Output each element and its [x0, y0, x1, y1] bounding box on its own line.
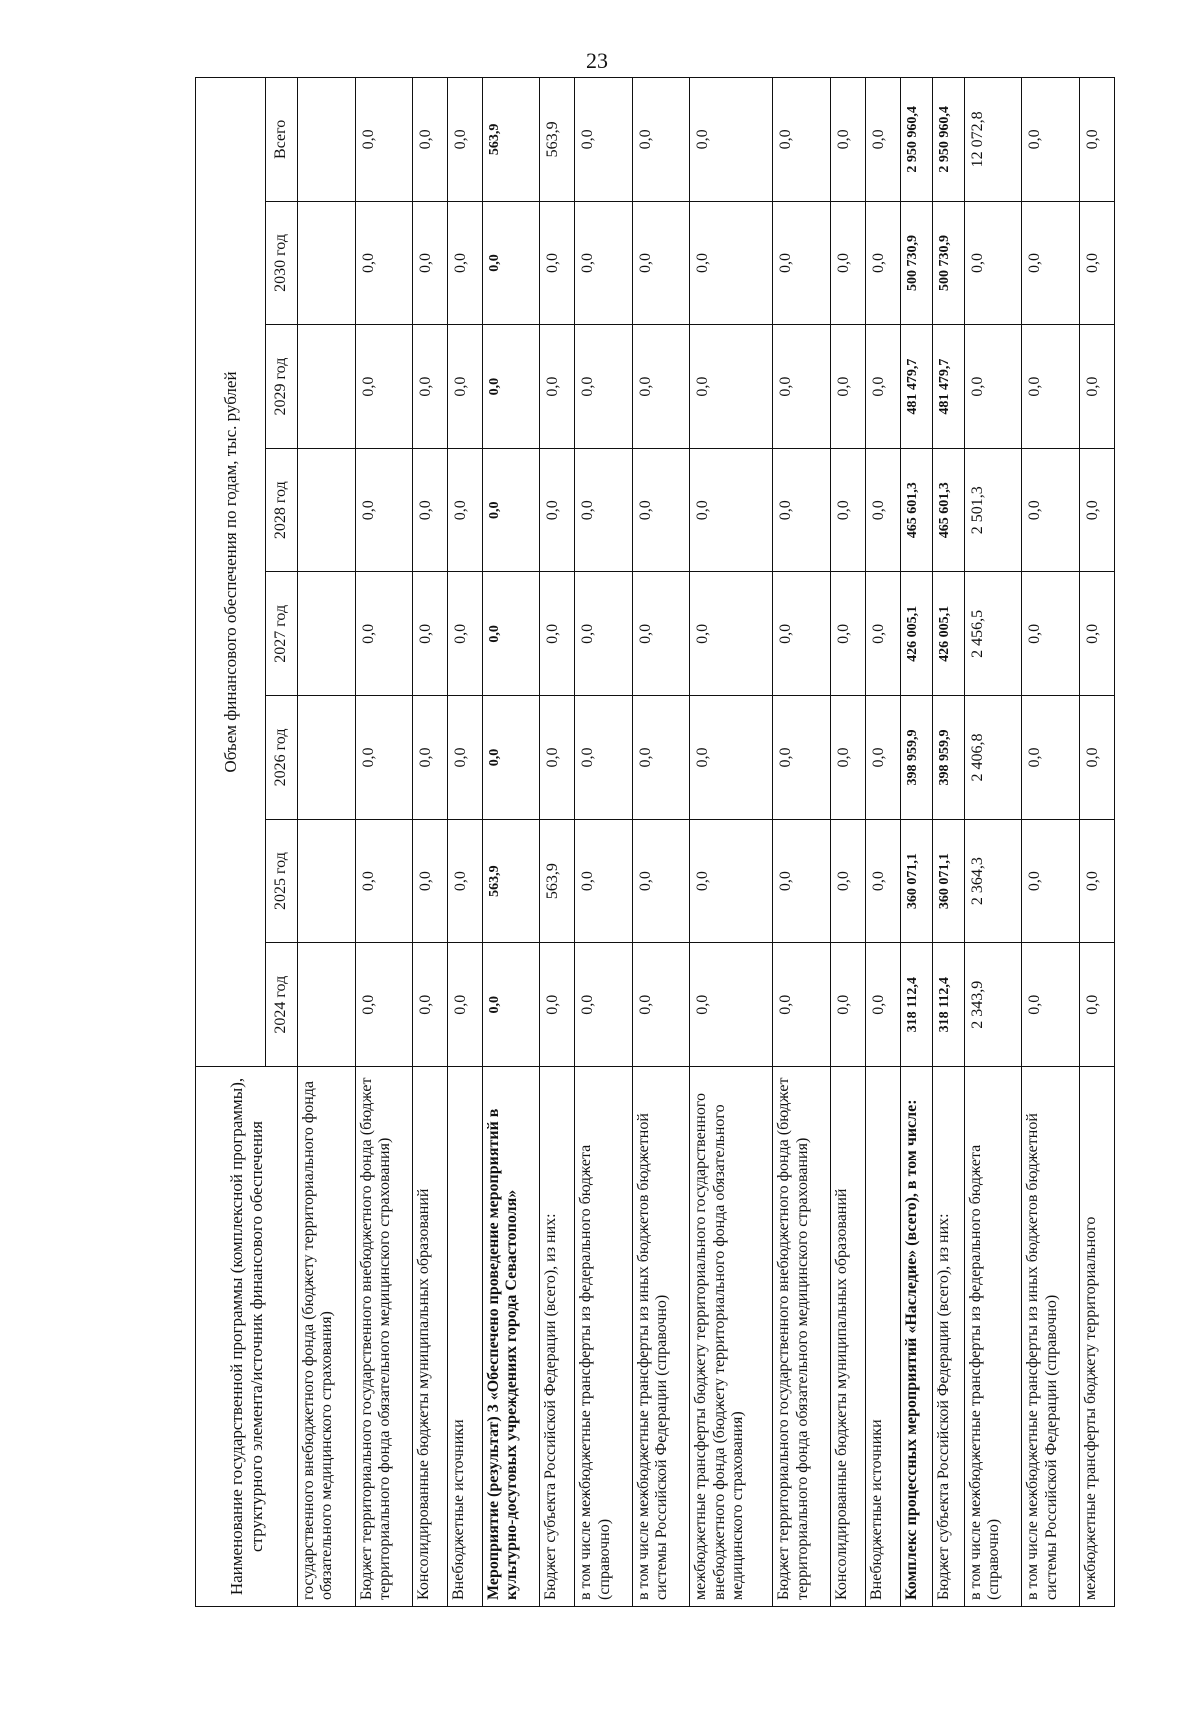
value-cell: 0,0 [773, 78, 831, 202]
value-cell: 0,0 [1079, 696, 1114, 820]
value-cell: 0,0 [413, 943, 448, 1067]
value-cell: 0,0 [964, 325, 1022, 449]
table-row [632, 78, 690, 1607]
value-cell: 0,0 [1079, 572, 1114, 696]
row-name-cell: Внебюджетные источники [865, 1067, 900, 1607]
table-row [690, 78, 773, 1607]
value-cell: 360 071,1 [900, 819, 932, 943]
value-cell: 2 343,9 [964, 943, 1022, 1067]
value-cell: 0,0 [540, 943, 575, 1067]
value-cell: 0,0 [540, 325, 575, 449]
value-cell: 0,0 [632, 78, 690, 202]
value-cell: 398 959,9 [900, 696, 932, 820]
value-cell: 0,0 [773, 819, 831, 943]
value-cell: 0,0 [1022, 696, 1080, 820]
value-cell: 0,0 [540, 201, 575, 325]
table-row [575, 78, 633, 1607]
value-cell: 563,9 [482, 78, 540, 202]
value-cell: 0,0 [575, 201, 633, 325]
value-cell: 465 601,3 [932, 448, 964, 572]
value-cell: 0,0 [830, 819, 865, 943]
table-row [1022, 78, 1080, 1607]
value-cell: 0,0 [1079, 943, 1114, 1067]
row-name-cell: межбюджетные трансферты бюджету территориального государственного внебюджетного фонда (бюджету территориального фонда обязательного медицинского страхования) [690, 1067, 773, 1607]
value-cell [298, 448, 356, 572]
value-cell: 318 112,4 [900, 943, 932, 1067]
value-cell: 500 730,9 [932, 201, 964, 325]
row-name-cell: Комплекс процессных мероприятий «Наследие» (всего), в том числе: [900, 1067, 932, 1607]
header-year-cell: 2025 год [266, 819, 298, 943]
value-cell: 0,0 [830, 696, 865, 820]
value-cell: 0,0 [482, 325, 540, 449]
value-cell: 0,0 [690, 572, 773, 696]
value-cell: 2 950 960,4 [932, 78, 964, 202]
table-row [865, 78, 900, 1607]
value-cell: 0,0 [773, 572, 831, 696]
value-cell: 0,0 [482, 943, 540, 1067]
value-cell [298, 78, 356, 202]
value-cell [298, 572, 356, 696]
value-cell: 0,0 [447, 78, 482, 202]
table-row [1079, 78, 1114, 1607]
value-cell: 426 005,1 [932, 572, 964, 696]
value-cell: 0,0 [575, 943, 633, 1067]
value-cell: 0,0 [964, 201, 1022, 325]
value-cell: 465 601,3 [900, 448, 932, 572]
value-cell [298, 696, 356, 820]
table-row [830, 78, 865, 1607]
value-cell: 0,0 [413, 448, 448, 572]
header-year-cell: 2028 год [266, 448, 298, 572]
value-cell: 0,0 [447, 819, 482, 943]
value-cell: 0,0 [575, 572, 633, 696]
value-cell [298, 201, 356, 325]
row-name-cell: в том числе межбюджетные трансферты из иных бюджетов бюджетной системы Российской Федерации (справочно) [1022, 1067, 1080, 1607]
table-row [773, 78, 831, 1607]
row-name-cell: в том числе межбюджетные трансферты из иных бюджетов бюджетной системы Российской Федерации (справочно) [632, 1067, 690, 1607]
value-cell: 398 959,9 [932, 696, 964, 820]
value-cell: 0,0 [355, 201, 413, 325]
value-cell: 360 071,1 [932, 819, 964, 943]
header-year-cell: Всего [266, 78, 298, 202]
value-cell: 0,0 [355, 943, 413, 1067]
value-cell: 0,0 [865, 943, 900, 1067]
row-name-cell: в том числе межбюджетные трансферты из федерального бюджета (справочно) [575, 1067, 633, 1607]
value-cell: 0,0 [830, 78, 865, 202]
header-year-cell: 2030 год [266, 201, 298, 325]
value-cell: 481 479,7 [932, 325, 964, 449]
value-cell: 563,9 [540, 78, 575, 202]
value-cell: 0,0 [632, 943, 690, 1067]
value-cell: 0,0 [413, 201, 448, 325]
row-name-cell: Консолидированные бюджеты муниципальных образований [830, 1067, 865, 1607]
value-cell: 0,0 [632, 201, 690, 325]
value-cell: 0,0 [690, 943, 773, 1067]
value-cell: 563,9 [540, 819, 575, 943]
row-name-cell: Бюджет территориального государственного внебюджетного фонда (бюджет территориального фонда обязательного медицинского страхования) [773, 1067, 831, 1607]
value-cell: 2 501,3 [964, 448, 1022, 572]
value-cell: 0,0 [447, 696, 482, 820]
value-cell [298, 943, 356, 1067]
table-row [900, 78, 932, 1607]
value-cell: 0,0 [1079, 325, 1114, 449]
value-cell: 0,0 [632, 448, 690, 572]
value-cell: 0,0 [1022, 819, 1080, 943]
table-row [298, 78, 356, 1607]
table-row [447, 78, 482, 1607]
value-cell: 0,0 [1022, 78, 1080, 202]
row-name-cell: в том числе межбюджетные трансферты из федерального бюджета (справочно) [964, 1067, 1022, 1607]
page-number: 23 [586, 48, 608, 73]
value-cell: 0,0 [632, 696, 690, 820]
value-cell: 0,0 [413, 325, 448, 449]
value-cell: 0,0 [865, 448, 900, 572]
value-cell: 0,0 [690, 448, 773, 572]
value-cell: 0,0 [865, 572, 900, 696]
value-cell: 0,0 [773, 325, 831, 449]
value-cell: 0,0 [1079, 819, 1114, 943]
value-cell: 0,0 [690, 325, 773, 449]
value-cell: 0,0 [413, 696, 448, 820]
row-name-cell: Мероприятие (результат) 3 «Обеспечено проведение мероприятий в культурно-досуговых учреждениях города Севастополя» [482, 1067, 540, 1607]
value-cell: 0,0 [482, 572, 540, 696]
row-name-cell: межбюджетные трансферты бюджету территориального [1079, 1067, 1114, 1607]
value-cell: 0,0 [865, 325, 900, 449]
value-cell: 0,0 [690, 696, 773, 820]
value-cell: 0,0 [632, 819, 690, 943]
value-cell: 0,0 [1022, 201, 1080, 325]
header-year-cell: 2027 год [266, 572, 298, 696]
value-cell: 0,0 [540, 696, 575, 820]
value-cell: 0,0 [447, 325, 482, 449]
value-cell: 0,0 [575, 78, 633, 202]
row-name-cell: Консолидированные бюджеты муниципальных образований [413, 1067, 448, 1607]
value-cell: 0,0 [540, 572, 575, 696]
value-cell: 0,0 [830, 325, 865, 449]
value-cell: 0,0 [773, 201, 831, 325]
value-cell: 0,0 [830, 572, 865, 696]
value-cell: 0,0 [1079, 78, 1114, 202]
value-cell: 0,0 [1022, 572, 1080, 696]
table-body [298, 78, 1115, 1607]
table-row [355, 78, 413, 1607]
header-volume-cell: Объем финансового обеспечения по годам, тыс. рублей [196, 78, 266, 1067]
value-cell: 2 406,8 [964, 696, 1022, 820]
value-cell: 0,0 [482, 201, 540, 325]
value-cell: 0,0 [632, 325, 690, 449]
value-cell: 0,0 [482, 448, 540, 572]
value-cell: 0,0 [830, 448, 865, 572]
value-cell: 0,0 [482, 696, 540, 820]
value-cell: 0,0 [575, 325, 633, 449]
value-cell: 0,0 [773, 943, 831, 1067]
value-cell: 0,0 [355, 572, 413, 696]
row-name-cell: Бюджет территориального государственного внебюджетного фонда (бюджет территориального фонда обязательного медицинского страхования) [355, 1067, 413, 1607]
value-cell: 0,0 [355, 78, 413, 202]
table-row [540, 78, 575, 1607]
value-cell: 0,0 [830, 201, 865, 325]
value-cell: 0,0 [1022, 448, 1080, 572]
value-cell: 12 072,8 [964, 78, 1022, 202]
value-cell: 2 456,5 [964, 572, 1022, 696]
row-name-cell: Бюджет субъекта Российской Федерации (всего), из них: [540, 1067, 575, 1607]
value-cell: 0,0 [1022, 943, 1080, 1067]
value-cell: 0,0 [575, 448, 633, 572]
value-cell: 318 112,4 [932, 943, 964, 1067]
financing-table [195, 77, 1115, 1607]
value-cell: 0,0 [690, 78, 773, 202]
header-year-cell: 2026 год [266, 696, 298, 820]
value-cell: 0,0 [632, 572, 690, 696]
row-name-cell: государственного внебюджетного фонда (бюджету территориального фонда обязательного медицинского страхования) [298, 1067, 356, 1607]
rotated-table-wrapper [195, 77, 1115, 1607]
value-cell: 0,0 [447, 572, 482, 696]
value-cell: 0,0 [355, 696, 413, 820]
value-cell: 0,0 [355, 819, 413, 943]
value-cell: 0,0 [865, 201, 900, 325]
row-name-cell: Бюджет субъекта Российской Федерации (всего), из них: [932, 1067, 964, 1607]
value-cell: 0,0 [447, 448, 482, 572]
value-cell: 2 364,3 [964, 819, 1022, 943]
value-cell: 0,0 [355, 448, 413, 572]
value-cell: 500 730,9 [900, 201, 932, 325]
value-cell: 0,0 [865, 819, 900, 943]
value-cell: 0,0 [865, 696, 900, 820]
value-cell: 0,0 [773, 696, 831, 820]
value-cell: 0,0 [690, 819, 773, 943]
table-row [413, 78, 448, 1607]
value-cell: 0,0 [690, 201, 773, 325]
header-name-cell: Наименование государственной программы (комплексной программы), структурного элемента/источник финансового обеспечения [196, 1067, 298, 1607]
table-row [482, 78, 540, 1607]
value-cell: 481 479,7 [900, 325, 932, 449]
value-cell: 2 950 960,4 [900, 78, 932, 202]
value-cell: 0,0 [447, 943, 482, 1067]
value-cell: 0,0 [830, 943, 865, 1067]
table-row [932, 78, 964, 1607]
value-cell: 0,0 [540, 448, 575, 572]
value-cell: 0,0 [1079, 448, 1114, 572]
value-cell: 0,0 [575, 819, 633, 943]
value-cell [298, 325, 356, 449]
value-cell: 0,0 [413, 572, 448, 696]
value-cell [298, 819, 356, 943]
header-year-cell: 2024 год [266, 943, 298, 1067]
row-name-cell: Внебюджетные источники [447, 1067, 482, 1607]
value-cell: 0,0 [865, 78, 900, 202]
value-cell: 0,0 [1022, 325, 1080, 449]
value-cell: 0,0 [773, 448, 831, 572]
value-cell: 0,0 [355, 325, 413, 449]
value-cell: 0,0 [1079, 201, 1114, 325]
value-cell: 0,0 [447, 201, 482, 325]
table-row [964, 78, 1022, 1607]
value-cell: 0,0 [413, 78, 448, 202]
table-header [196, 78, 298, 1607]
value-cell: 0,0 [575, 696, 633, 820]
value-cell: 563,9 [482, 819, 540, 943]
value-cell: 426 005,1 [900, 572, 932, 696]
header-year-cell: 2029 год [266, 325, 298, 449]
value-cell: 0,0 [413, 819, 448, 943]
